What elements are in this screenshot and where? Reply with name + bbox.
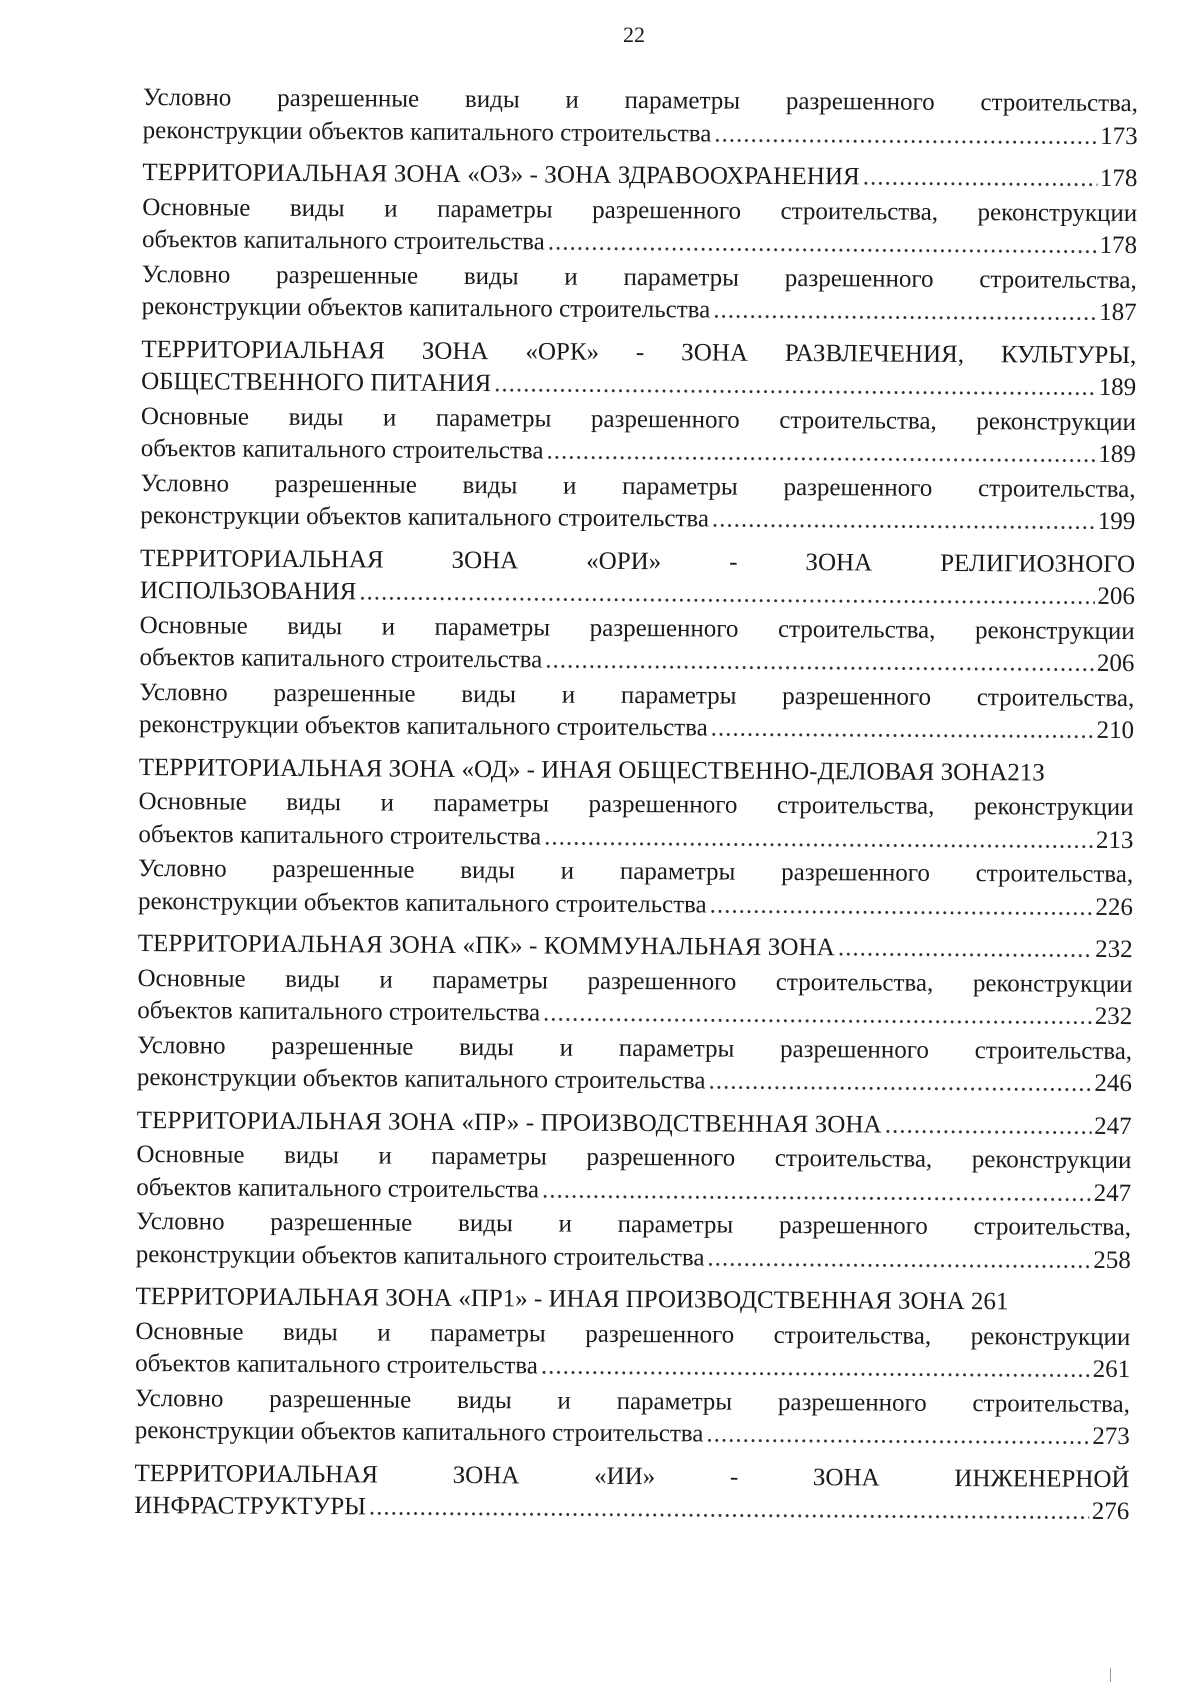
toc-entry-title: Основные виды и параметры разрешенного строительства, реконструкции bbox=[135, 1317, 1131, 1351]
dot-leader bbox=[713, 294, 1096, 329]
toc-page-number: 213 bbox=[1095, 826, 1134, 854]
toc-entry-title: Основные виды и параметры разрешенного строительства, реконструкции bbox=[140, 402, 1137, 436]
toc-entry-title: Условно разрешенные виды и параметры разрешенного строительства, bbox=[137, 1031, 1133, 1065]
toc-entry[interactable] bbox=[138, 853, 1133, 924]
dot-leader bbox=[707, 1242, 1090, 1277]
dot-leader bbox=[714, 118, 1097, 153]
toc-page-number: 247 bbox=[1094, 1112, 1132, 1140]
toc-page-number: 258 bbox=[1093, 1246, 1131, 1274]
toc-entry[interactable] bbox=[137, 1029, 1132, 1100]
toc-zone-title-cont: ИНФРАСТРУКТУРЫ bbox=[134, 1491, 367, 1521]
dot-leader bbox=[706, 1418, 1089, 1453]
toc-entry[interactable] bbox=[142, 258, 1137, 329]
dot-leader bbox=[494, 368, 1096, 404]
toc-entry[interactable] bbox=[143, 82, 1138, 153]
toc-entry-title-cont: реконструкции объектов капитального строительства bbox=[136, 1063, 706, 1095]
dot-leader bbox=[541, 1350, 1090, 1386]
toc-entry-title-cont: объектов капитального строительства bbox=[136, 1173, 540, 1203]
toc-entry[interactable] bbox=[136, 1139, 1131, 1210]
toc-page-number: 232 bbox=[1094, 1002, 1133, 1031]
toc-page-number: 232 bbox=[1095, 935, 1133, 964]
toc-entry-title: Условно разрешенные виды и параметры разрешенного строительства, bbox=[134, 1384, 1131, 1418]
toc-entry-title: Условно разрешенные виды и параметры разрешенного строительства, bbox=[135, 1207, 1132, 1242]
dot-leader bbox=[710, 889, 1093, 924]
toc-entry-title: Основные виды и параметры разрешенного строительства, реконструкции bbox=[136, 1140, 1132, 1175]
toc-entry-title-cont: реконструкции объектов капитального строительства bbox=[138, 710, 708, 742]
toc-zone-title-cont: ОБЩЕСТВЕННОГО ПИТАНИЯ bbox=[141, 367, 492, 398]
toc-entry-title-cont: объектов капитального строительства bbox=[135, 1349, 539, 1380]
toc-zone-entry[interactable] bbox=[138, 928, 1133, 967]
toc-page-number: 178 bbox=[1099, 164, 1138, 193]
toc-page-number: 187 bbox=[1099, 298, 1137, 327]
page-number: 22 bbox=[623, 22, 645, 47]
toc-zone-title: ТЕРРИТОРИАЛЬНАЯ ЗОНА «ПР» - ПРОИЗВОДСТВЕННАЯ ЗОНА bbox=[136, 1106, 882, 1139]
dot-leader bbox=[712, 503, 1095, 538]
dot-leader bbox=[838, 932, 1093, 966]
toc-entry[interactable] bbox=[142, 191, 1137, 262]
toc-entry-title: Условно разрешенные виды и параметры разрешенного строительства, bbox=[139, 678, 1135, 712]
toc-entry-title-cont: объектов капитального строительства bbox=[140, 434, 544, 465]
toc-entry-title: Основные виды и параметры разрешенного строительства, реконструкции bbox=[137, 964, 1133, 998]
dot-leader bbox=[543, 997, 1092, 1033]
dot-leader bbox=[542, 1174, 1091, 1210]
table-of-contents bbox=[134, 82, 1138, 1531]
dot-leader bbox=[544, 821, 1093, 857]
toc-entry[interactable] bbox=[140, 467, 1135, 538]
dot-leader bbox=[548, 226, 1097, 262]
toc-page-number: 189 bbox=[1098, 440, 1136, 469]
toc-entry-title: Условно разрешенные виды и параметры разрешенного строительства, bbox=[141, 260, 1137, 294]
toc-page-number: 246 bbox=[1094, 1069, 1132, 1098]
dot-leader bbox=[708, 1065, 1091, 1100]
toc-entry-title-cont: объектов капитального строительства bbox=[137, 996, 541, 1027]
toc-entry[interactable] bbox=[137, 962, 1132, 1033]
toc-zone-entry[interactable] bbox=[142, 157, 1137, 196]
toc-entry-title-cont: объектов капитального строительства bbox=[139, 643, 543, 674]
toc-page-number: 206 bbox=[1096, 649, 1135, 678]
toc-zone-title: ТЕРРИТОРИАЛЬНАЯ ЗОНА «ОЗ» - ЗОНА ЗДРАВООХРАНЕНИЯ bbox=[142, 158, 860, 191]
toc-entry[interactable] bbox=[138, 786, 1133, 857]
toc-entry[interactable] bbox=[135, 1315, 1130, 1386]
dot-leader bbox=[369, 1491, 1089, 1528]
toc-entry[interactable] bbox=[139, 609, 1134, 680]
toc-zone-title: ТЕРРИТОРИАЛЬНАЯ ЗОНА «ПР1» - ИНАЯ ПРОИЗВОДСТВЕННАЯ ЗОНА 261 bbox=[135, 1282, 1009, 1316]
toc-entry[interactable] bbox=[135, 1382, 1130, 1453]
dot-leader bbox=[359, 576, 1094, 613]
toc-zone-title: ТЕРРИТОРИАЛЬНАЯ ЗОНА «ИИ» - ЗОНА ИНЖЕНЕРНОЙ bbox=[134, 1459, 1130, 1493]
toc-page-number: 273 bbox=[1092, 1422, 1130, 1451]
toc-entry[interactable] bbox=[136, 1206, 1131, 1277]
dot-leader bbox=[546, 435, 1095, 471]
toc-zone-entry[interactable] bbox=[139, 751, 1134, 790]
toc-page-number: 206 bbox=[1097, 582, 1135, 611]
toc-entry-title: Условно разрешенные виды и параметры разрешенного строительства, bbox=[138, 854, 1134, 889]
toc-entry[interactable] bbox=[141, 400, 1136, 471]
toc-zone-title: ТЕРРИТОРИАЛЬНАЯ ЗОНА «ОРИ» - ЗОНА РЕЛИГИОЗНОГО bbox=[140, 544, 1136, 578]
toc-zone-entry[interactable] bbox=[137, 1104, 1132, 1143]
toc-page-number: 210 bbox=[1096, 716, 1135, 745]
dot-leader bbox=[711, 712, 1094, 747]
dot-leader bbox=[545, 644, 1094, 680]
toc-entry-title-cont: реконструкции объектов капитального строительства bbox=[137, 887, 707, 918]
toc-page-number: 173 bbox=[1100, 122, 1138, 150]
scan-mark bbox=[1110, 1668, 1111, 1682]
toc-page-number: 261 bbox=[1092, 1355, 1131, 1384]
toc-zone-entry[interactable] bbox=[141, 333, 1136, 404]
toc-entry-title-cont: реконструкции объектов капитального строительства bbox=[134, 1416, 704, 1448]
toc-entry-title: Условно разрешенные виды и параметры разрешенного строительства, bbox=[140, 469, 1136, 503]
toc-entry-title-cont: реконструкции объектов капитального строительства bbox=[140, 501, 710, 533]
toc-page-number: 178 bbox=[1099, 231, 1138, 260]
dot-leader bbox=[863, 161, 1097, 195]
dot-leader bbox=[885, 1109, 1092, 1143]
toc-entry-title-cont: реконструкции объектов капитального строительства bbox=[141, 292, 711, 324]
toc-zone-title: ТЕРРИТОРИАЛЬНАЯ ЗОНА «ОД» - ИНАЯ ОБЩЕСТВЕННО-ДЕЛОВАЯ ЗОНА21З bbox=[138, 753, 1045, 787]
toc-entry-title: Условно разрешенные виды и параметры разрешенного строительства, bbox=[142, 83, 1138, 118]
toc-zone-title: ТЕРРИТОРИАЛЬНАЯ ЗОНА «ОРК» - ЗОНА РАЗВЛЕЧЕНИЯ, КУЛЬТУРЫ, bbox=[141, 335, 1137, 369]
toc-page-number: 276 bbox=[1091, 1497, 1130, 1526]
toc-entry-title-cont: объектов капитального строительства bbox=[138, 820, 542, 850]
toc-page-number: 199 bbox=[1097, 507, 1136, 536]
toc-zone-entry[interactable] bbox=[134, 1457, 1129, 1528]
toc-zone-entry[interactable] bbox=[140, 542, 1135, 613]
toc-entry-title: Основные виды и параметры разрешенного строительства, реконструкции bbox=[139, 611, 1135, 645]
toc-page-number: 189 bbox=[1098, 373, 1137, 402]
toc-zone-entry[interactable] bbox=[135, 1281, 1130, 1320]
toc-zone-title-cont: ИСПОЛЬЗОВАНИЯ bbox=[139, 576, 357, 606]
toc-page-number: 226 bbox=[1095, 893, 1134, 921]
toc-page-number: 247 bbox=[1093, 1179, 1132, 1207]
toc-entry-title: Основные виды и параметры разрешенного строительства, реконструкции bbox=[142, 193, 1138, 227]
toc-entry-title-cont: реконструкции объектов капитального строительства bbox=[135, 1240, 705, 1271]
toc-entry-title-cont: объектов капитального строительства bbox=[141, 225, 545, 256]
toc-entry[interactable] bbox=[139, 676, 1134, 747]
toc-zone-title: ТЕРРИТОРИАЛЬНАЯ ЗОНА «ПК» - КОММУНАЛЬНАЯ ЗОНА bbox=[137, 929, 835, 962]
toc-entry-title: Основные виды и параметры разрешенного строительства, реконструкции bbox=[138, 787, 1134, 822]
toc-entry-title-cont: реконструкции объектов капитального строительства bbox=[142, 116, 712, 147]
